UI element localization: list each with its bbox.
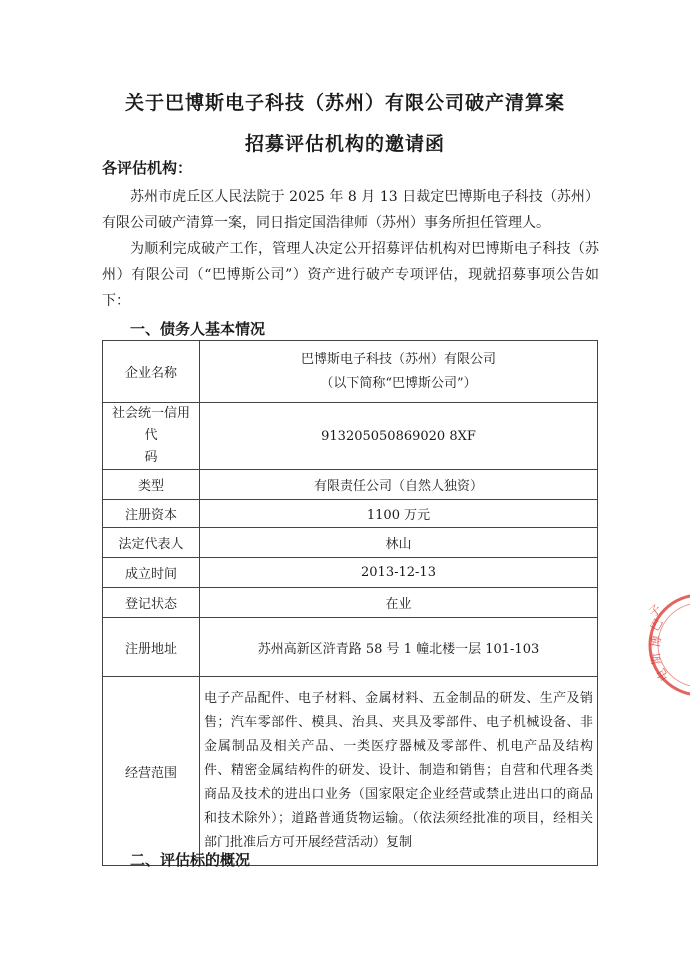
type-label: 类型 [103,470,200,500]
table-row [103,618,598,677]
document-title-line1: 关于巴博斯电子科技（苏州）有限公司破产清算案 [124,92,565,114]
debtor-info-table [102,340,598,866]
section-heading-debtor: 一、债务人基本情况 [130,320,266,338]
type-value: 有限责任公司（自然人独资） [200,470,598,500]
addressee: 各评估机构： [102,159,193,177]
company-name-cell [200,341,598,403]
table-row [103,558,598,588]
business-scope-value: 电子产品配件、电子材料、金属材料、五金制品的研发、生产及销售；汽车零部件、模具、治具、夹具及零部件、电子机械设备、非金属制品及相关产品、一类医疗器械及零部件、机电产品及结构件、精密金属结构件的研发、设计、制造和销售；自营和代理各类商品及技术的进出口业务（国家限定企业经营或禁止进出口的商品和技术除外）；道路普通货物运输。（依法须经批准的项目，经相关部门批准后方可开展经营活动）复制 [200,677,598,866]
status-value: 在业 [200,588,598,618]
credit-code-label-line2: 码 [144,450,158,465]
table-row [103,500,598,528]
legal-rep-value: 林山 [200,528,598,558]
svg-text:博: 博 [648,634,665,649]
credit-code-label-line1: 社会统一信用代 [111,406,190,443]
paragraph-court-ruling: 苏州市虎丘区人民法院于 2025 年 8 月 13 日裁定巴博斯电子科技（苏州）有限公司破产清算一案，同日指定国浩律师（苏州）事务所担任管理人。 [102,189,599,231]
capital-label: 注册资本 [103,500,200,528]
section-heading-assessment: 二、评估标的概况 [130,851,251,869]
company-seal-stamp [645,590,690,700]
document-title-line2: 招募评估机构的邀请函 [244,133,445,155]
status-label: 登记状态 [103,588,200,618]
founded-value: 2013-12-13 [200,558,598,588]
svg-text:电: 电 [653,666,672,684]
table-row [103,588,598,618]
svg-text:子: 子 [645,601,665,621]
svg-text:巴: 巴 [647,616,666,634]
address-label: 注册地址 [103,618,200,677]
table-row [103,403,598,470]
paragraph-recruitment: 为顺利完成破产工作，管理人决定公开招募评估机构对巴博斯电子科技（苏州）有限公司（“巴博斯公司”）资产进行破产专项评估，现就招募事项公告如下： [102,241,599,309]
company-name-value: 巴博斯电子科技（苏州）有限公司 [300,351,496,367]
table-row [103,528,598,558]
credit-code-value: 913205050869020 8XF [200,403,598,470]
address-value: 苏州高新区浒青路 58 号 1 幢北楼一层 101-103 [200,618,598,677]
credit-code-label-cell [103,403,200,470]
table-row [103,341,598,403]
business-scope-label: 经营范围 [103,677,200,866]
svg-text:斯: 斯 [648,651,664,666]
legal-rep-label: 法定代表人 [103,528,200,558]
company-name-label: 企业名称 [103,341,200,403]
table-row [103,470,598,500]
company-short-name: （以下简称“巴博斯公司”） [320,375,477,391]
table-row [103,677,598,866]
capital-value: 1100 万元 [200,500,598,528]
founded-label: 成立时间 [103,558,200,588]
